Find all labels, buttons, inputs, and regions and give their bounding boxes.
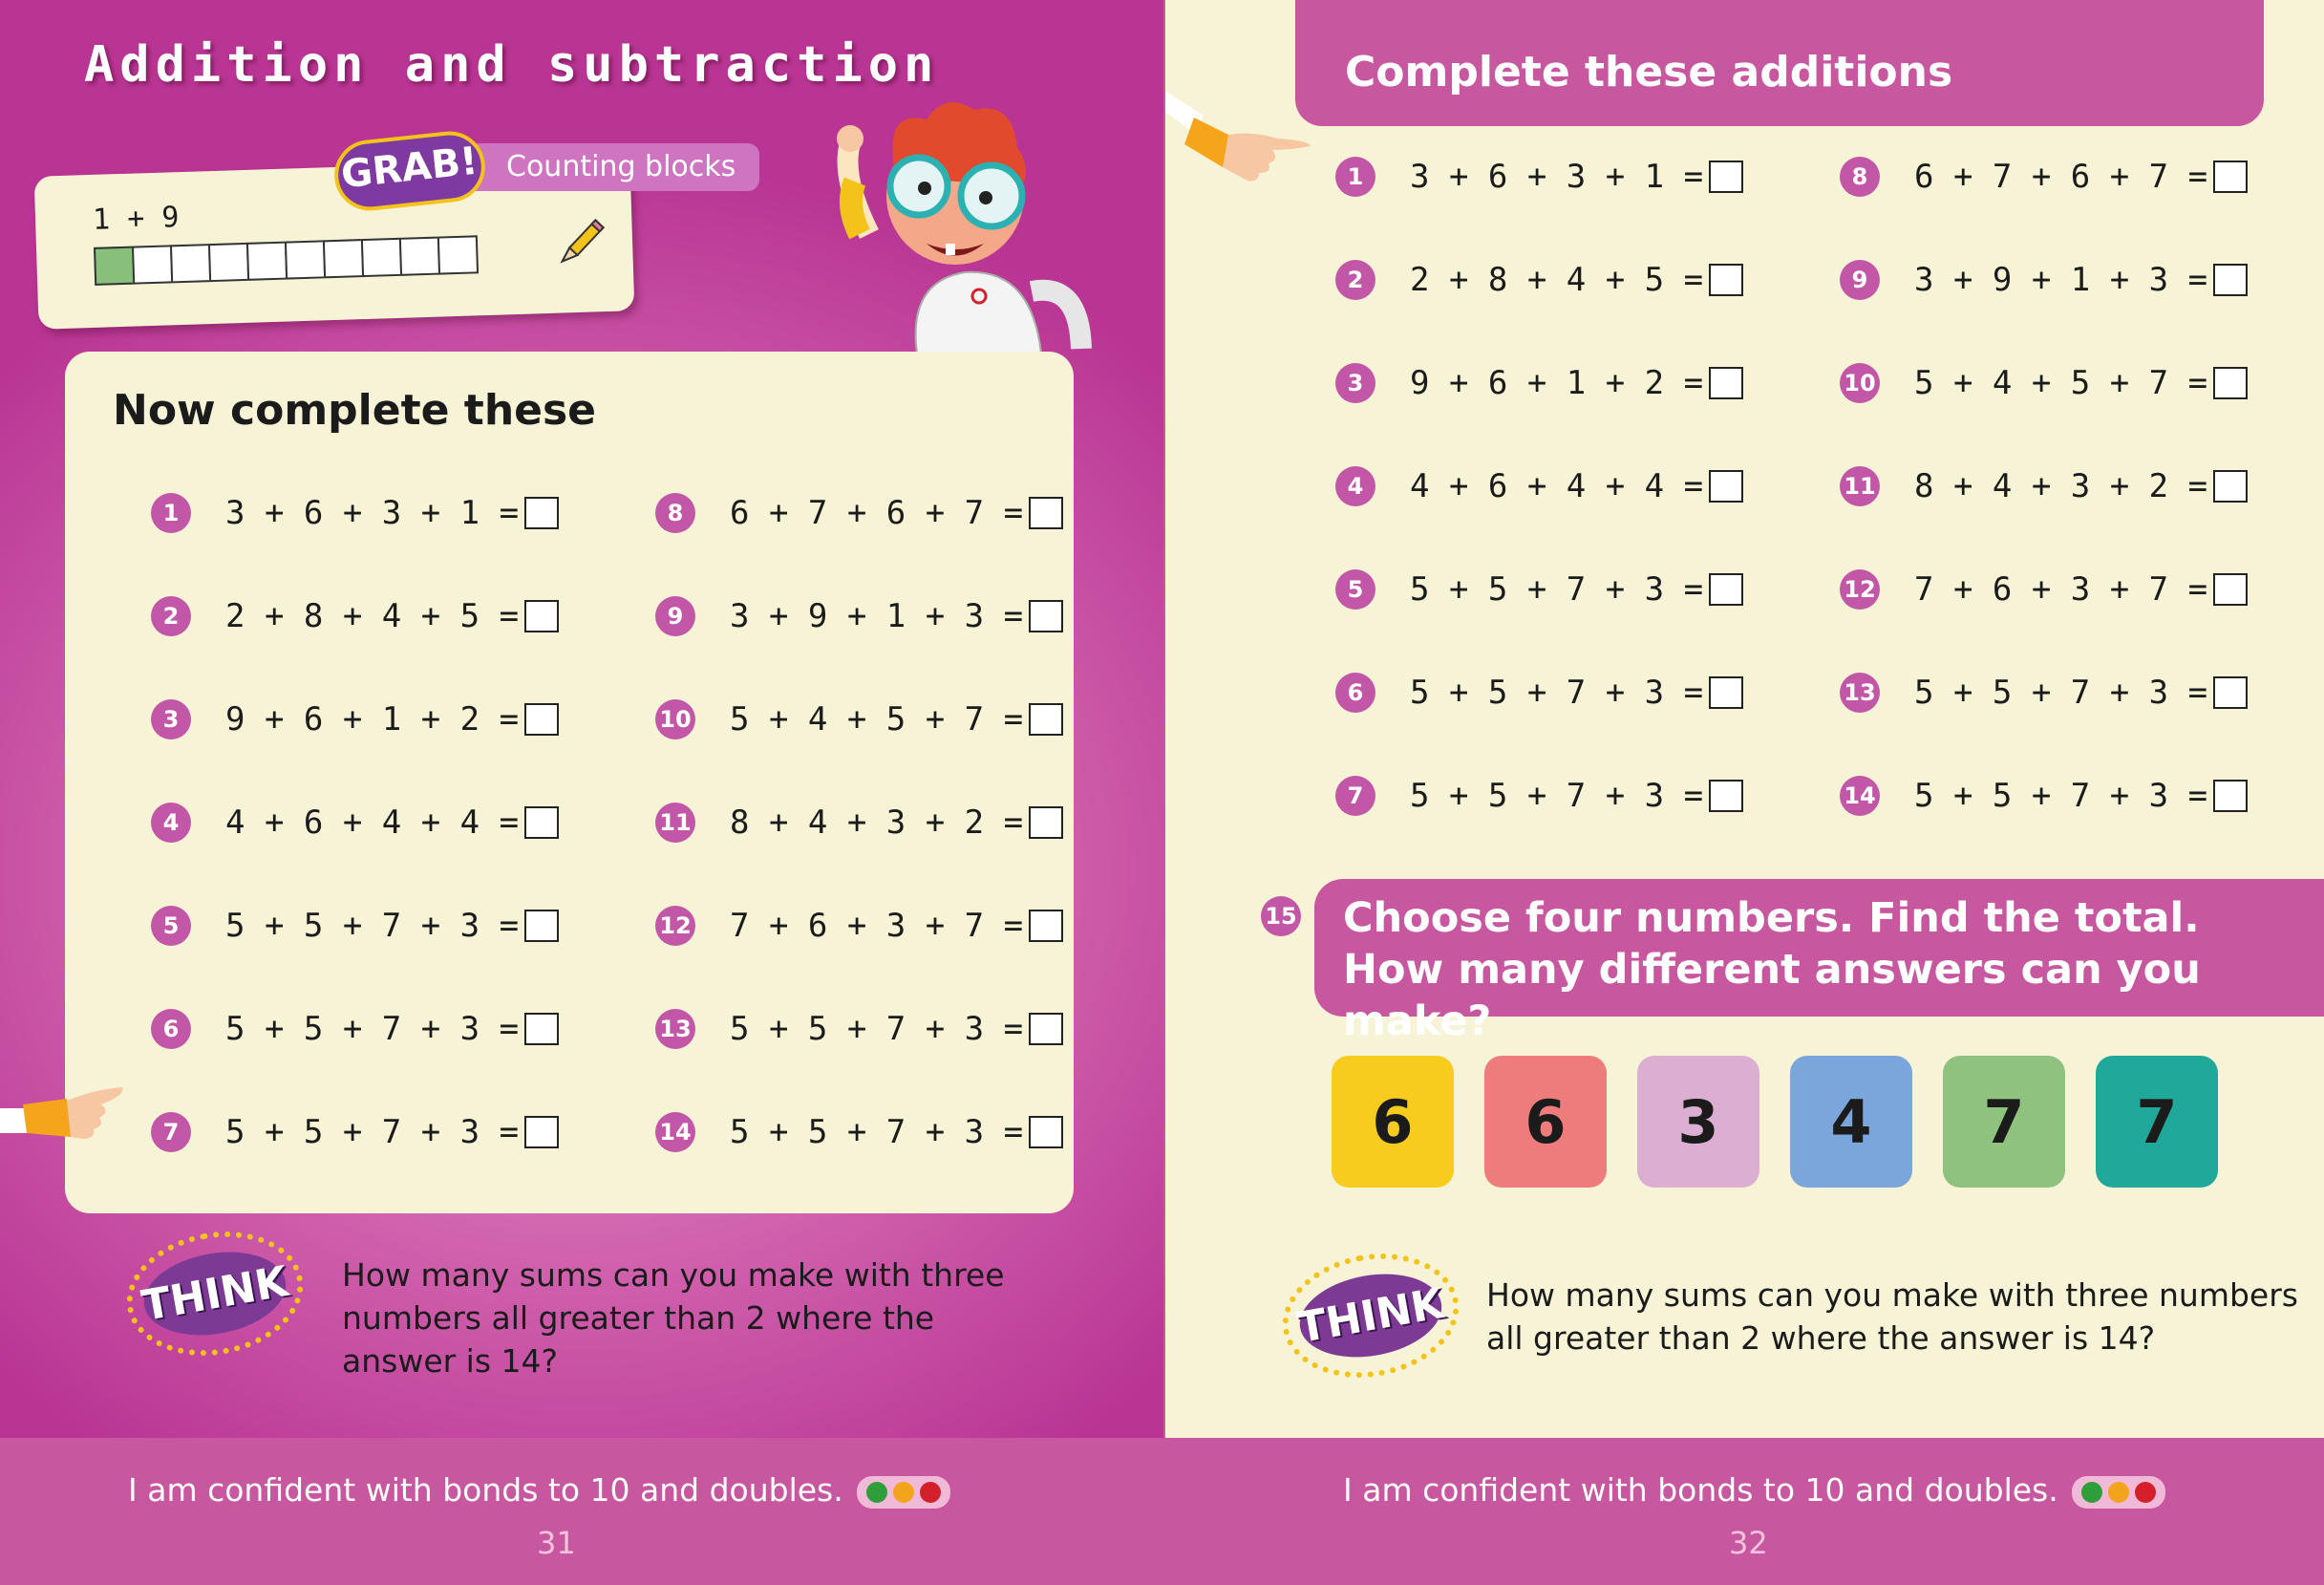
think-line: numbers all greater than 2 where the: [342, 1299, 935, 1337]
question-expression: 5 + 4 + 5 + 7 =: [730, 700, 1024, 739]
answer-box[interactable]: [2213, 470, 2248, 503]
question-number: 13: [655, 1009, 695, 1049]
grab-example: 1 + 9: [92, 201, 180, 237]
answer-box[interactable]: [2213, 161, 2248, 193]
question-expression: 5 + 5 + 7 + 3 =: [730, 1113, 1024, 1151]
strip-cell: [361, 238, 402, 277]
question-row: [1840, 260, 2248, 300]
question-row: [655, 1112, 1063, 1152]
mascot-scientist-illustration: [802, 91, 1108, 353]
grab-label: Counting blocks: [449, 143, 759, 191]
question-number: 3: [1335, 363, 1375, 403]
question-expression: 5 + 5 + 7 + 3 =: [1410, 570, 1704, 609]
question-expression: 6 + 7 + 6 + 7 =: [730, 494, 1024, 532]
number-tile[interactable]: 7: [1943, 1056, 2065, 1188]
think-badge: THINK: [1293, 1264, 1448, 1368]
question-row: [1335, 776, 1743, 816]
answer-box[interactable]: [524, 1013, 559, 1045]
question-row: [1335, 673, 1743, 713]
think-line: How many sums can you make with three: [342, 1256, 1005, 1294]
red-dot-icon[interactable]: [2135, 1482, 2156, 1503]
question-number: 14: [655, 1112, 695, 1152]
answer-box[interactable]: [524, 910, 559, 942]
answer-box[interactable]: [1709, 367, 1743, 399]
pointing-hand-icon: [0, 1070, 134, 1156]
question-number: 4: [151, 803, 191, 843]
question-row: [655, 596, 1063, 636]
question-row: [1335, 260, 1743, 300]
question-number: 11: [1840, 466, 1880, 506]
green-dot-icon[interactable]: [866, 1482, 887, 1503]
number-tile[interactable]: 7: [2096, 1056, 2218, 1188]
answer-box[interactable]: [1029, 1116, 1063, 1148]
question-number: 12: [1840, 569, 1880, 610]
question-expression: 2 + 8 + 4 + 5 =: [225, 597, 520, 635]
answer-box[interactable]: [1029, 497, 1063, 529]
question-expression: 4 + 6 + 4 + 4 =: [225, 803, 520, 842]
confidence-statement: I am confident with bonds to 10 and doubles.: [1343, 1471, 2058, 1509]
question-row: [1335, 363, 1743, 403]
question-number: 2: [151, 596, 191, 636]
question-row: [1840, 157, 2248, 197]
strip-cell: [399, 237, 440, 276]
amber-dot-icon[interactable]: [893, 1482, 914, 1503]
strip-cell: [323, 239, 364, 278]
exercise-panel: [65, 352, 1074, 1213]
number-tile[interactable]: 6: [1332, 1056, 1454, 1188]
page-number-left: 31: [537, 1525, 576, 1561]
answer-box[interactable]: [1029, 703, 1063, 736]
question-expression: 5 + 5 + 7 + 3 =: [1410, 777, 1704, 815]
question-15-line: How many different answers can you make?: [1343, 946, 2201, 1045]
counting-strip: [94, 235, 477, 286]
question-expression: 5 + 5 + 7 + 3 =: [225, 1113, 520, 1151]
answer-box[interactable]: [524, 497, 559, 529]
question-row: [1335, 157, 1743, 197]
answer-box[interactable]: [1709, 161, 1743, 193]
question-expression: 5 + 5 + 7 + 3 =: [730, 1010, 1024, 1048]
question-expression: 5 + 5 + 7 + 3 =: [1914, 777, 2208, 815]
question-number: 5: [1335, 569, 1375, 610]
number-tiles: [1332, 1056, 2218, 1188]
question-number: 8: [655, 493, 695, 533]
think-line: all greater than 2 where the answer is 14?: [1486, 1319, 2156, 1357]
strip-cell: [285, 240, 326, 279]
question-expression: 3 + 6 + 3 + 1 =: [1410, 158, 1704, 196]
question-row: [1840, 776, 2248, 816]
number-tile[interactable]: 3: [1637, 1056, 1759, 1188]
strip-cell: [437, 235, 479, 274]
answer-box[interactable]: [1709, 780, 1743, 812]
red-dot-icon[interactable]: [920, 1482, 941, 1503]
pencil-icon: [551, 212, 610, 271]
traffic-light-rating: [2072, 1476, 2165, 1509]
section-header: [1295, 0, 2264, 126]
question-row: [1840, 466, 2248, 506]
answer-box[interactable]: [2213, 780, 2248, 812]
question-expression: 3 + 6 + 3 + 1 =: [225, 494, 520, 532]
question-number: 14: [1840, 776, 1880, 816]
question-expression: 5 + 5 + 7 + 3 =: [1410, 674, 1704, 712]
question-expression: 9 + 6 + 1 + 2 =: [225, 700, 520, 739]
question-expression: 8 + 4 + 3 + 2 =: [1914, 467, 2208, 505]
answer-box[interactable]: [1709, 573, 1743, 606]
question-number: 8: [1840, 157, 1880, 197]
question-row: [655, 699, 1063, 739]
confidence-statement: I am confident with bonds to 10 and doubles.: [128, 1471, 843, 1509]
section-header-text: Complete these additions: [1345, 48, 1953, 96]
strip-cell: [170, 244, 211, 283]
question-row: [1335, 569, 1743, 610]
panel-heading: Now complete these: [113, 386, 597, 435]
question-number: 7: [1335, 776, 1375, 816]
question-expression: 3 + 9 + 1 + 3 =: [1914, 261, 2208, 299]
question-number: 2: [1335, 260, 1375, 300]
number-tile[interactable]: 6: [1484, 1056, 1607, 1188]
question-row: [655, 493, 1063, 533]
number-tile[interactable]: 4: [1790, 1056, 1912, 1188]
page-title: Addition and subtraction: [84, 36, 940, 94]
strip-cell: [132, 245, 173, 284]
answer-box[interactable]: [1029, 806, 1063, 839]
question-row: [151, 493, 559, 533]
question-number: 13: [1840, 673, 1880, 713]
question-number: 15: [1261, 896, 1301, 936]
question-expression: 5 + 5 + 7 + 3 =: [225, 1010, 520, 1048]
question-row: [151, 699, 559, 739]
think-badge: THINK: [138, 1242, 292, 1346]
question-row: [151, 596, 559, 636]
traffic-light-rating: [857, 1476, 950, 1509]
answer-box[interactable]: [1709, 676, 1743, 709]
grab-badge: GRAB!: [331, 128, 489, 214]
answer-box[interactable]: [524, 1116, 559, 1148]
question-row: [151, 1112, 559, 1152]
question-number: 12: [655, 906, 695, 946]
answer-box[interactable]: [1029, 1013, 1063, 1045]
strip-cell: [246, 242, 288, 281]
question-expression: 5 + 5 + 7 + 3 =: [1914, 674, 2208, 712]
page-number-right: 32: [1729, 1525, 1768, 1561]
strip-cell: [94, 246, 135, 286]
answer-box[interactable]: [2213, 573, 2248, 606]
question-number: 6: [1335, 673, 1375, 713]
question-15-text: [1343, 892, 2324, 1047]
question-expression: 2 + 8 + 4 + 5 =: [1410, 261, 1704, 299]
question-row: [151, 1009, 559, 1049]
think-question: [342, 1253, 1011, 1382]
question-number: 9: [655, 596, 695, 636]
answer-box[interactable]: [2213, 264, 2248, 296]
question-number: 1: [151, 493, 191, 533]
answer-box[interactable]: [1029, 600, 1063, 632]
question-expression: 7 + 6 + 3 + 7 =: [1914, 570, 2208, 609]
answer-box[interactable]: [1709, 264, 1743, 296]
green-dot-icon[interactable]: [2081, 1482, 2102, 1503]
question-row: [151, 906, 559, 946]
answer-box[interactable]: [2213, 676, 2248, 709]
question-number: 9: [1840, 260, 1880, 300]
amber-dot-icon[interactable]: [2108, 1482, 2129, 1503]
question-row: [1840, 363, 2248, 403]
question-expression: 7 + 6 + 3 + 7 =: [730, 907, 1024, 945]
strip-cell: [208, 243, 249, 282]
pointing-hand-icon: [1165, 91, 1318, 196]
question-row: [1840, 673, 2248, 713]
question-row: [655, 1009, 1063, 1049]
question-number: 6: [151, 1009, 191, 1049]
question-number: 7: [151, 1112, 191, 1152]
answer-box[interactable]: [1029, 910, 1063, 942]
question-15-line: Choose four numbers. Find the total.: [1343, 894, 2200, 942]
answer-box[interactable]: [1709, 470, 1743, 503]
question-expression: 4 + 6 + 4 + 4 =: [1410, 467, 1704, 505]
think-line: How many sums can you make with three numbers: [1486, 1276, 2298, 1314]
question-number: 10: [655, 699, 695, 739]
right-footer-band: [1165, 1438, 2324, 1585]
question-15-banner: [1314, 879, 2324, 1045]
question-expression: 3 + 9 + 1 + 3 =: [730, 597, 1024, 635]
answer-box[interactable]: [524, 600, 559, 632]
question-row: [151, 803, 559, 843]
think-question: [1486, 1274, 2308, 1360]
question-number: 10: [1840, 363, 1880, 403]
right-footer-statement: [1343, 1471, 2165, 1509]
question-row: [655, 803, 1063, 843]
question-expression: 6 + 7 + 6 + 7 =: [1914, 158, 2208, 196]
question-number: 11: [655, 803, 695, 843]
question-number: 4: [1335, 466, 1375, 506]
question-expression: 8 + 4 + 3 + 2 =: [730, 803, 1024, 842]
question-row: [1335, 466, 1743, 506]
question-row: [655, 906, 1063, 946]
answer-box[interactable]: [524, 703, 559, 736]
question-expression: 5 + 5 + 7 + 3 =: [225, 907, 520, 945]
answer-box[interactable]: [2213, 367, 2248, 399]
question-number: 1: [1335, 157, 1375, 197]
left-footer-band: [0, 1438, 1163, 1585]
answer-box[interactable]: [524, 806, 559, 839]
left-footer-statement: [128, 1471, 950, 1509]
question-row: [1840, 569, 2248, 610]
right-page: [1165, 0, 2324, 1452]
question-expression: 5 + 4 + 5 + 7 =: [1914, 364, 2208, 402]
question-expression: 9 + 6 + 1 + 2 =: [1410, 364, 1704, 402]
question-number: 3: [151, 699, 191, 739]
think-line: answer is 14?: [342, 1342, 559, 1380]
question-number: 5: [151, 906, 191, 946]
